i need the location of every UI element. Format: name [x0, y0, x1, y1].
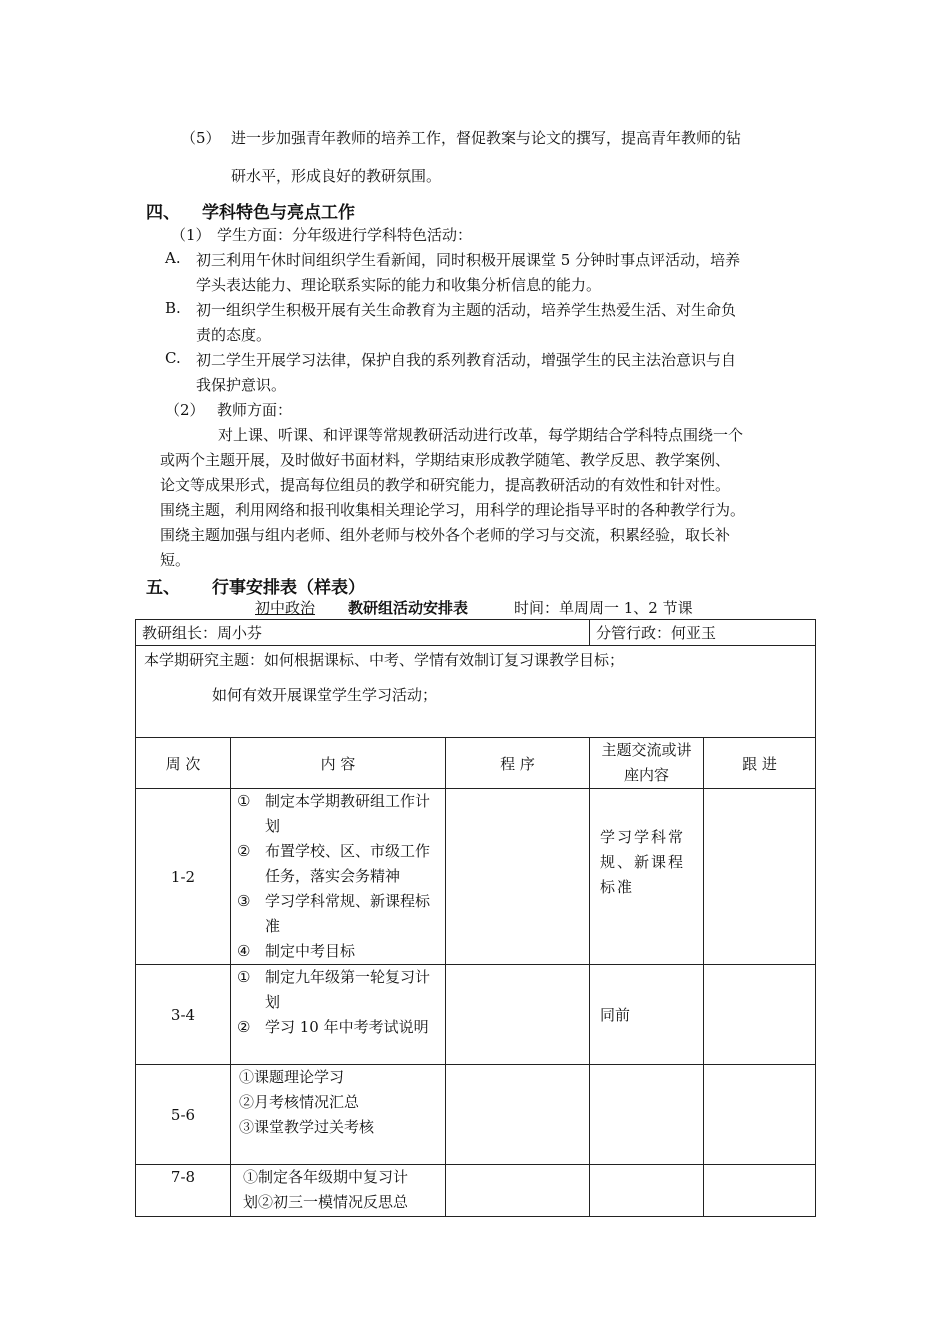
item-a-letter: A.: [165, 249, 181, 267]
topic-cell: 同前: [590, 965, 704, 1065]
week-cell: 5-6: [136, 1065, 231, 1165]
topic-cell: [590, 1065, 704, 1165]
research-theme-line-2: 如何有效开展课堂学生学习活动；: [212, 686, 438, 704]
item-b-line-1: 初一组织学生积极开展有关生命教育为主题的活动，培养学生热爱生活、对生命负: [196, 301, 737, 319]
content-cell: [231, 789, 446, 965]
follow-up-cell: [704, 1165, 816, 1217]
teachers-paragraph-line: 短。: [160, 551, 191, 569]
item-c-line-1: 初二学生开展学习法律，保护自我的系列教育活动，增强学生的民主法治意识与自: [196, 351, 737, 369]
schedule-time: 时间：单周周一 1、2 节课: [514, 599, 693, 617]
item-b-letter: B.: [165, 299, 181, 317]
teachers-number: （2）: [165, 401, 205, 419]
procedure-cell: [446, 1165, 590, 1217]
content-item: ②月考核情况汇总: [239, 1093, 360, 1111]
section-5-title: 行事安排表（样表）: [212, 578, 365, 598]
topic-cell: [590, 1165, 704, 1217]
follow-up-cell: [704, 1065, 816, 1165]
content-cell: [231, 1165, 446, 1217]
research-theme-line-1: 本学期研究主题：如何根据课标、中考、学情有效制订复习课教学目标；: [144, 651, 625, 669]
research-theme: [136, 646, 816, 738]
teachers-paragraph-line: 围绕主题，利用网络和报刊收集相关理论学习，用科学的理论指导平时的各种教学行为。: [160, 501, 746, 519]
follow-up-cell: [704, 965, 816, 1065]
table-title: 教研组活动安排表: [348, 599, 469, 617]
week-cell: 7-8: [136, 1165, 231, 1217]
students-label: 学生方面：分年级进行学科特色活动：: [217, 226, 473, 244]
item-c-letter: C.: [165, 349, 181, 367]
content-item: ③ 学习学科常规、新课程标准: [237, 892, 431, 935]
header-follow-up: 跟 进: [704, 738, 816, 789]
teachers-paragraph-line: 围绕主题加强与组内老师、组外老师与校外各个老师的学习与交流，积累经验，取长补: [160, 526, 731, 544]
content-item: ①制定各年级期中复习计: [243, 1168, 409, 1186]
item-b-line-2: 责的态度。: [196, 326, 272, 344]
follow-up-cell: [704, 789, 816, 965]
content-item: 划②初三一模情况反思总: [243, 1193, 409, 1211]
content-item: ④ 制定中考目标: [237, 942, 356, 960]
section-5-number: 五、: [146, 578, 180, 598]
content-item: ①课题理论学习: [239, 1068, 345, 1086]
item-c-line-2: 我保护意识。: [196, 376, 287, 394]
topic-cell: 学习学科常规、新课程标准: [590, 789, 704, 965]
header-week: 周 次: [136, 738, 231, 789]
teachers-paragraph-line: 对上课、听课、和评课等常规教研活动进行改革，每学期结合学科特点围绕一个: [218, 426, 744, 444]
content-cell: [231, 965, 446, 1065]
subject-name: 初中政治: [255, 599, 316, 617]
admin-supervisor: 分管行政：何亚玉: [590, 620, 816, 646]
content-item: ① 制定九年级第一轮复习计划: [237, 968, 431, 1011]
section-4-title: 学科特色与亮点工作: [202, 203, 355, 223]
content-item: ② 布置学校、区、市级工作任务，落实会务精神: [237, 842, 431, 885]
content-item: ② 学习 10 年中考考试说明: [237, 1018, 429, 1036]
procedure-cell: [446, 1065, 590, 1165]
group-leader: 教研组长：周小芬: [136, 620, 590, 646]
section-4-number: 四、: [146, 203, 180, 223]
content-cell: [231, 1065, 446, 1165]
item-5-line-2: 研水平，形成良好的教研氛围。: [231, 167, 442, 185]
header-topic: 主题交流或讲座内容: [590, 738, 704, 789]
content-item: ③课堂教学过关考核: [239, 1118, 375, 1136]
procedure-cell: [446, 965, 590, 1065]
item-5-line-1: 进一步加强青年教师的培养工作，督促教案与论文的撰写，提高青年教师的钻: [231, 129, 742, 147]
item-a-line-1: 初三利用午休时间组织学生看新闻，同时积极开展课堂 5 分钟时事点评活动，培养: [196, 251, 741, 269]
item-a-line-2: 学头表达能力、理论联系实际的能力和收集分析信息的能力。: [196, 276, 602, 294]
header-content: 内 容: [231, 738, 446, 789]
header-procedure: 程 序: [446, 738, 590, 789]
teachers-paragraph-line: 或两个主题开展，及时做好书面材料，学期结束形成教学随笔、教学反思、教学案例、: [160, 451, 731, 469]
students-number: （1）: [171, 226, 211, 244]
week-cell: 1-2: [136, 789, 231, 965]
teachers-label: 教师方面：: [217, 401, 293, 419]
schedule-table: [135, 619, 816, 1217]
teachers-paragraph-line: 论文等成果形式，提高每位组员的教学和研究能力，提高教研活动的有效性和针对性。: [160, 476, 731, 494]
item-5-number: （5）: [181, 129, 221, 147]
procedure-cell: [446, 789, 590, 965]
week-cell: 3-4: [136, 965, 231, 1065]
content-item: ① 制定本学期教研组工作计划: [237, 792, 431, 835]
